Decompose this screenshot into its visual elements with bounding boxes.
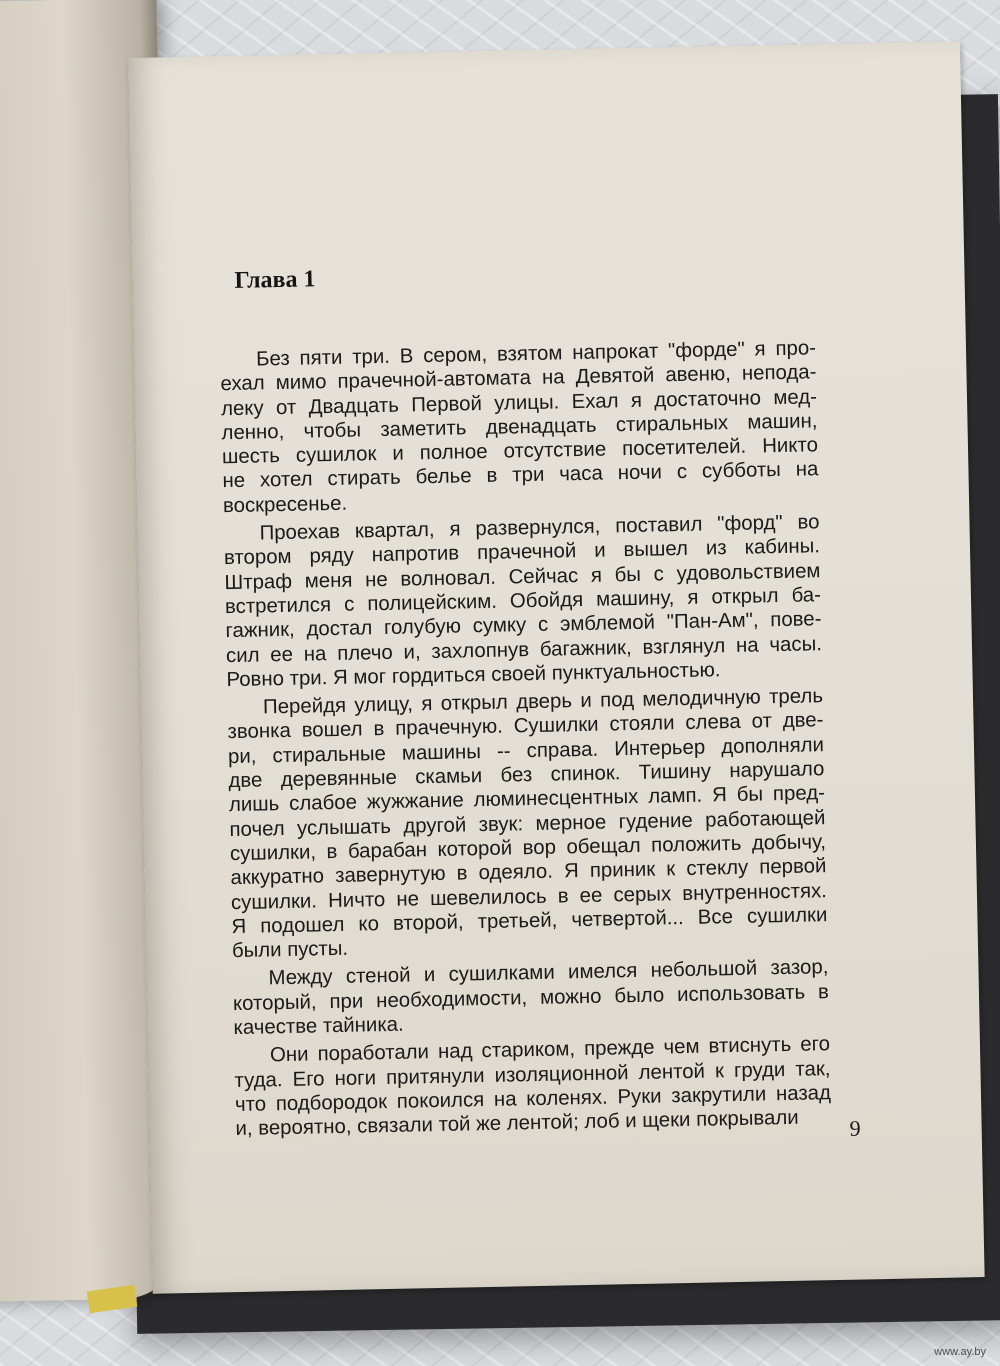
text-line: Они поработали над стариком, прежде чем втиснуть его [269,1033,831,1067]
page-body-text [220,336,832,1141]
text-line: леку от Двадцать Первой улицы. Ехал я достаточно мед- [220,385,818,420]
watermark: www.ay.by [934,1346,986,1358]
text-line: не хотел стирать белье в три часа ночи с субботы на [222,458,819,493]
text-line: что подбородок покоился на коленях. Руки закрутили назад [234,1082,832,1116]
text-line: Проехав квартал, я развернулся, поставил "форд" во [259,511,820,545]
paragraph [223,510,822,692]
text-line: Я подошел ко второй, третьей, четвертой... Все сушилки [231,903,828,938]
text-line: шесть сушилок и полное отсутствие посетителей. Никто [221,434,819,469]
text-line: звонка вошел в прачечную. Сушилки стояли слева от две- [227,709,824,744]
text-line: Штраф меня не волновал. Сейчас я бы с удовольствием [224,559,821,594]
text-line: и, вероятно, связали той же лентой; лоб и щеки покрывали [235,1106,799,1141]
chapter-title: Глава 1 [234,266,316,294]
text-line: лишь слабое жужжание люминесцентных ламп. Я бы пред- [228,782,826,817]
text-line: были пусты. [231,937,349,963]
text-line: Ровно три. Я мог гордиться своей пунктуальностью. [226,659,721,692]
text-line: ри, стиральные машины -- справа. Интерьер дополняли [227,733,825,768]
text-line: туда. Его ноги притянули изоляционной лентой к груди так, [234,1057,831,1092]
text-line: ехал мимо прачечной-автомата на Девятой авеню, непода- [220,361,817,396]
paragraph [227,684,828,963]
page-number: 9 [849,1115,861,1141]
text-line: Без пяти три. В сером, взятом напрокат "форде" я про- [255,337,817,371]
text-line: качестве тайника. [233,1013,404,1040]
paragraph [220,336,819,518]
text-line: сушилки. Ничто не шевелилось в ее серых внутренностях. [230,879,828,914]
text-line: Перейдя улицу, я открыл дверь и под мелодичную трель [262,685,824,719]
text-line: воскресенье. [222,492,348,517]
text-line: который, при необходимости, можно было использовать в [232,980,830,1015]
text-line: аккуратно завернутую в одеяло. Я приник к стеклу первой [230,855,827,890]
text-line: встретился с полицейским. Обойдя машину, я открыл ба- [224,584,822,619]
text-line: сил ее на плечо и, захлопнув багажник, взглянул на часы. [225,632,823,667]
text-line: ленно, чтобы заметить двенадцать стиральных машин, [221,410,818,445]
text-line: гажник, достал голубую сумку с эмблемой "Пан-Ам", пове- [225,608,822,643]
text-line: втором ряду напротив прачечной и вышел из кабины. [223,535,821,570]
book-page [128,41,985,1293]
text-line: сушилки, в барабан которой вор обещал положить добычу, [229,831,827,866]
text-line: почел услышать другой звук: мерное гудение работающей [229,806,826,841]
text-line: две деревянные скамьи без спинок. Тишину нарушало [228,758,825,793]
paragraph [234,1032,832,1141]
paragraph [232,956,829,1041]
text-line: Между стеной и сушилками имелся небольшой зазор, [268,956,829,990]
